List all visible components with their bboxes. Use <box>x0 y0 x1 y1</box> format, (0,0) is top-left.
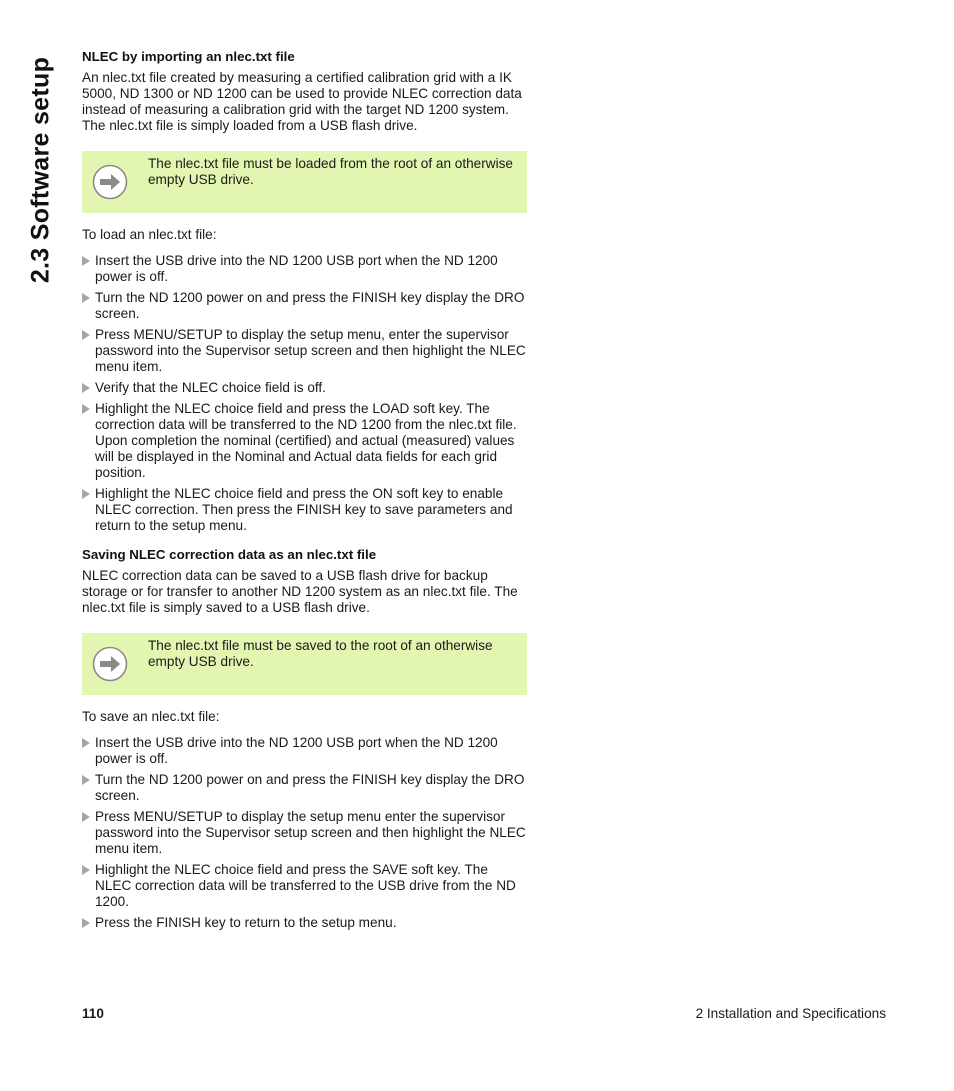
right-arrow-icon <box>92 646 128 682</box>
step-text: Press MENU/SETUP to display the setup menu enter the supervisor password into the Supervisor setup screen and then highlight the NLEC menu item. <box>95 809 526 856</box>
step-text: Turn the ND 1200 power on and press the FINISH key display the DRO screen. <box>95 772 525 803</box>
list-item <box>82 290 527 322</box>
section-heading: Saving NLEC correction data as an nlec.txt file <box>82 547 377 562</box>
triangle-bullet-icon <box>82 330 90 340</box>
step-text: Press the FINISH key to return to the setup menu. <box>95 915 397 930</box>
section-heading: NLEC by importing an nlec.txt file <box>82 49 295 64</box>
triangle-bullet-icon <box>82 812 90 822</box>
triangle-bullet-icon <box>82 293 90 303</box>
step-text: Turn the ND 1200 power on and press the FINISH key display the DRO screen. <box>95 290 525 321</box>
list-item <box>82 809 527 857</box>
triangle-bullet-icon <box>82 775 90 785</box>
note-text: The nlec.txt file must be loaded from the root of an otherwise empty USB drive. <box>148 156 513 187</box>
note-box <box>82 151 527 213</box>
step-text: Highlight the NLEC choice field and press the ON soft key to enable NLEC correction. Then press the FINISH key to save parameters and return to the setup menu. <box>95 486 513 533</box>
list-item <box>82 401 527 481</box>
list-item <box>82 915 527 931</box>
step-text: Insert the USB drive into the ND 1200 USB port when the ND 1200 power is off. <box>95 253 498 284</box>
triangle-bullet-icon <box>82 738 90 748</box>
page-number: 110 <box>82 1006 104 1021</box>
page-footer <box>82 1005 886 1023</box>
side-section-title <box>24 55 58 285</box>
step-text: Press MENU/SETUP to display the setup menu, enter the supervisor password into the Supervisor setup screen and then highlight the NLEC menu item. <box>95 327 526 374</box>
section-intro: An nlec.txt file created by measuring a certified calibration grid with a IK 5000, ND 1300 or ND 1200 can be used to provide NLEC correction data instead of measuring a calibration grid with the target ND 1200 system. The nlec.txt file is simply loaded from a USB flash drive. <box>82 70 522 133</box>
section-import <box>82 48 527 534</box>
footer-section-title: 2 Installation and Specifications <box>695 1006 886 1021</box>
triangle-bullet-icon <box>82 918 90 928</box>
triangle-bullet-icon <box>82 383 90 393</box>
step-text: Highlight the NLEC choice field and press the SAVE soft key. The NLEC correction data will be transferred to the USB drive from the ND 1200. <box>95 862 516 909</box>
list-item <box>82 862 527 910</box>
step-list <box>82 735 527 931</box>
note-text: The nlec.txt file must be saved to the root of an otherwise empty USB drive. <box>148 638 493 669</box>
list-lead: To load an nlec.txt file: <box>82 227 217 242</box>
list-item <box>82 735 527 767</box>
triangle-bullet-icon <box>82 489 90 499</box>
triangle-bullet-icon <box>82 865 90 875</box>
side-section-title-text: 2.3 Software setup <box>26 56 55 284</box>
step-text: Highlight the NLEC choice field and press the LOAD soft key. The correction data will be transferred to the ND 1200 from the nlec.txt file. Upon completion the nominal (certified) and actual (measured) values will be displayed in the Nominal and Actual data fields for each grid position. <box>95 401 517 480</box>
list-item <box>82 772 527 804</box>
step-text: Verify that the NLEC choice field is off. <box>95 380 326 395</box>
list-lead: To save an nlec.txt file: <box>82 709 220 724</box>
triangle-bullet-icon <box>82 404 90 414</box>
step-list <box>82 253 527 534</box>
triangle-bullet-icon <box>82 256 90 266</box>
list-item <box>82 253 527 285</box>
list-item <box>82 486 527 534</box>
section-save <box>82 546 527 931</box>
section-intro: NLEC correction data can be saved to a USB flash drive for backup storage or for transfer to another ND 1200 system as an nlec.txt file. The nlec.txt file is simply saved to a USB flash drive. <box>82 568 518 615</box>
list-item <box>82 380 527 396</box>
right-arrow-icon <box>92 164 128 200</box>
main-content <box>82 48 527 936</box>
list-item <box>82 327 527 375</box>
note-box <box>82 633 527 695</box>
step-text: Insert the USB drive into the ND 1200 USB port when the ND 1200 power is off. <box>95 735 498 766</box>
